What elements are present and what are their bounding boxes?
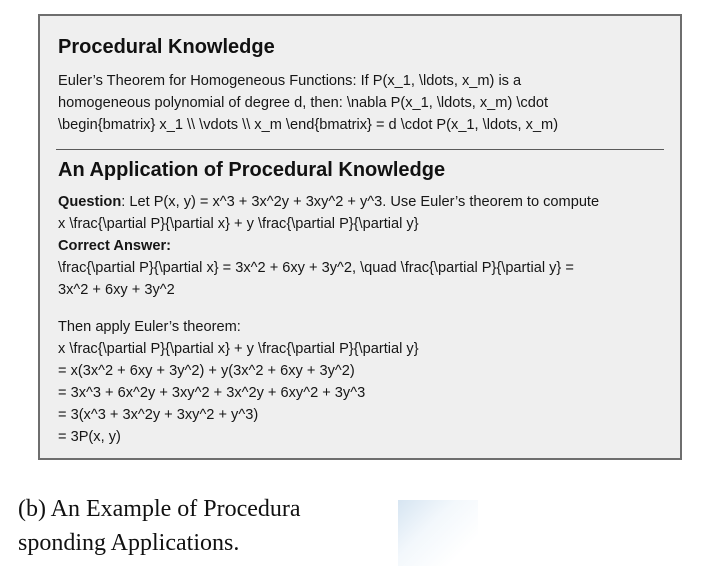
answer-line-2: 3x^2 + 6xy + 3y^2 — [58, 282, 175, 298]
procedural-knowledge-title: Procedural Knowledge — [58, 36, 275, 58]
step-line-1: Then apply Euler’s theorem: — [58, 319, 241, 335]
answer-line-1: \frac{\partial P}{\partial x} = 3x^2 + 6xy + 3y^2, \quad \frac{\partial P}{\partial y} = — [58, 260, 574, 276]
step-line-3: = x(3x^2 + 6xy + 3y^2) + y(3x^2 + 6xy + 3y^2) — [58, 363, 355, 379]
question-text: : Let P(x, y) = x^3 + 3x^2y + 3xy^2 + y^3. Use Euler’s theorem to compute — [121, 194, 600, 210]
caption-cutoff-overlay — [398, 500, 478, 566]
theorem-line-3: \begin{bmatrix} x_1 \\ \vdots \\ x_m \end{bmatrix} = d \cdot P(x_1, \ldots, x_m) — [58, 117, 559, 133]
correct-answer-label: Correct Answer: — [58, 238, 171, 254]
figure-caption-line-1: (b) An Example of Procedura — [18, 496, 301, 522]
step-line-6: = 3P(x, y) — [58, 429, 121, 445]
section-divider — [56, 149, 664, 150]
application-title: An Application of Procedural Knowledge — [58, 159, 446, 181]
procedural-knowledge-box — [38, 14, 682, 460]
step-line-2: x \frac{\partial P}{\partial x} + y \frac{\partial P}{\partial y} — [58, 341, 419, 357]
step-line-5: = 3(x^3 + 3x^2y + 3xy^2 + y^3) — [58, 407, 259, 423]
figure-caption-line-2: sponding Applications. — [18, 530, 240, 556]
theorem-line-2: homogeneous polynomial of degree d, then: \nabla P(x_1, \ldots, x_m) \cdot — [58, 95, 548, 111]
question-label: Question — [58, 194, 122, 210]
step-line-4: = 3x^3 + 6x^2y + 3xy^2 + 3x^2y + 6xy^2 + 3y^3 — [58, 385, 366, 401]
question-line-2: x \frac{\partial P}{\partial x} + y \frac{\partial P}{\partial y} — [58, 216, 419, 232]
theorem-line-1: Euler’s Theorem for Homogeneous Functions: If P(x_1, \ldots, x_m) is a — [58, 73, 522, 89]
question-line-1 — [58, 191, 599, 213]
